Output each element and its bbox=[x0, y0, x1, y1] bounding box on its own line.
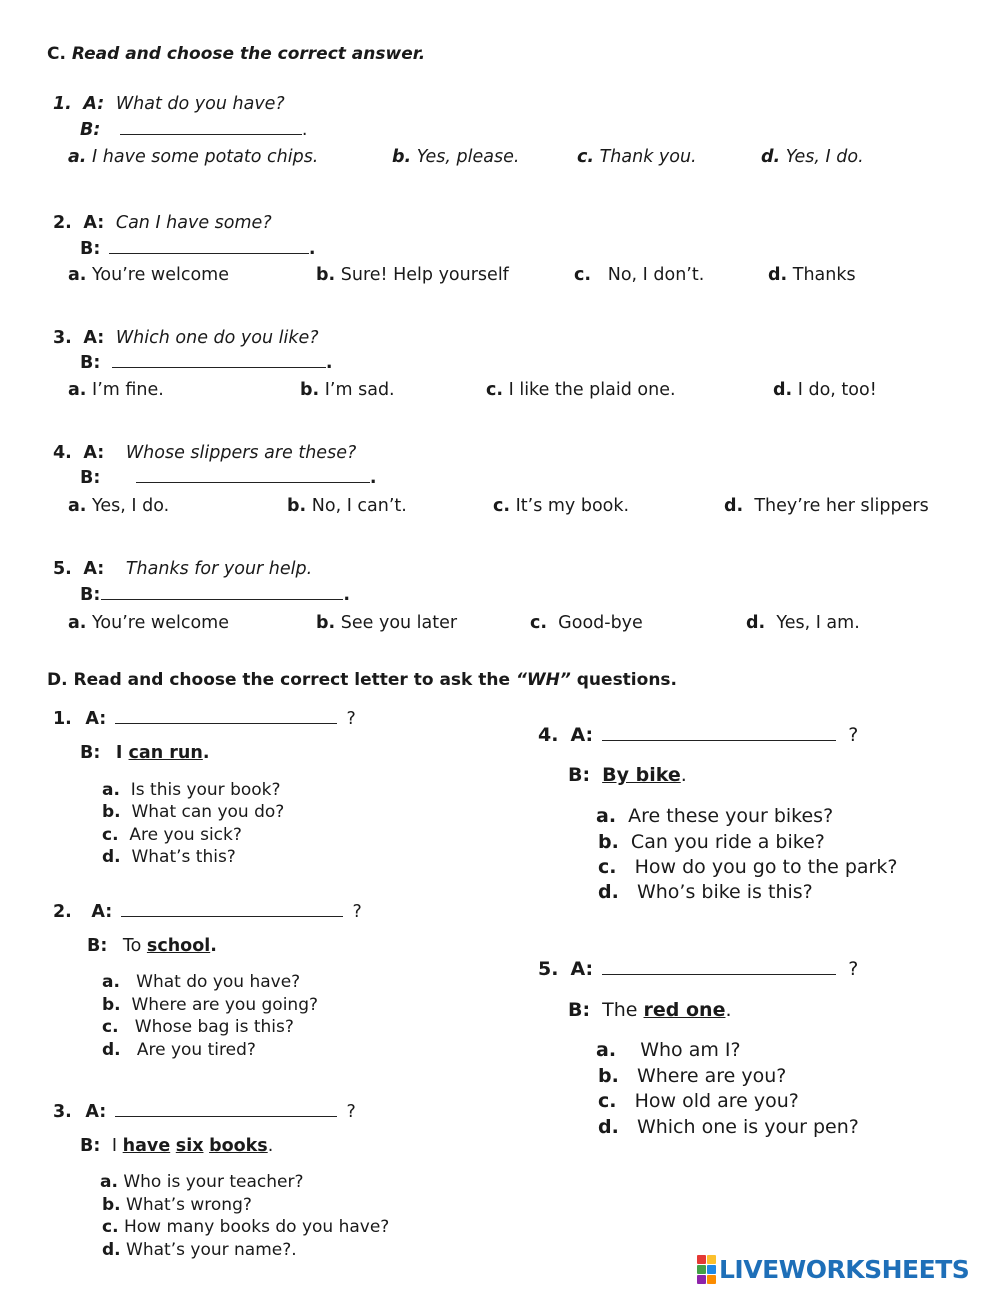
section-d-title bbox=[47, 670, 677, 690]
option-text: What do you have? bbox=[136, 972, 301, 992]
option-letter: b. bbox=[300, 380, 320, 400]
c3-option-a[interactable] bbox=[68, 380, 164, 400]
option-letter: d. bbox=[773, 380, 793, 400]
d-question-4 bbox=[538, 723, 858, 746]
option-letter: c. bbox=[530, 613, 548, 633]
option-letter: c. bbox=[598, 1090, 617, 1112]
d4-option-a[interactable] bbox=[596, 805, 833, 827]
liveworksheets-logo[interactable] bbox=[697, 1254, 969, 1284]
c2-option-c[interactable] bbox=[574, 265, 704, 285]
logo-cube bbox=[707, 1275, 716, 1284]
c1-option-a[interactable] bbox=[68, 147, 318, 167]
speaker-b-label: B: bbox=[80, 468, 101, 488]
period: . bbox=[369, 468, 377, 488]
option-letter: b. bbox=[598, 1065, 619, 1087]
option-letter: c. bbox=[493, 496, 511, 516]
option-text: Thank you. bbox=[599, 147, 697, 167]
c5-option-a[interactable] bbox=[68, 613, 229, 633]
c-answer-line-2 bbox=[80, 236, 316, 259]
option-text: Yes, please. bbox=[416, 147, 520, 167]
answer-blank[interactable] bbox=[120, 117, 302, 135]
d4-option-b[interactable] bbox=[598, 831, 825, 853]
logo-cube bbox=[697, 1275, 706, 1284]
speaker-b-label: B: bbox=[80, 353, 101, 373]
d2-response bbox=[87, 936, 217, 956]
response-keyword: books bbox=[209, 1136, 268, 1156]
d3-option-d[interactable] bbox=[102, 1240, 297, 1260]
option-text: What’s your name?. bbox=[126, 1240, 297, 1260]
speaker-b-label: B: bbox=[87, 936, 108, 956]
d3-response bbox=[80, 1136, 273, 1156]
answer-blank[interactable] bbox=[109, 236, 309, 254]
response-text: . bbox=[202, 743, 210, 763]
option-letter: d. bbox=[598, 881, 619, 903]
question-number: 2. bbox=[53, 902, 72, 922]
c4-option-b[interactable] bbox=[287, 496, 407, 516]
d5-response bbox=[568, 999, 732, 1021]
option-letter: d. bbox=[102, 1040, 121, 1060]
c5-option-b[interactable] bbox=[316, 613, 457, 633]
option-text: I have some potato chips. bbox=[92, 147, 319, 167]
option-letter: c. bbox=[598, 856, 617, 878]
c-question-2 bbox=[53, 213, 272, 233]
response-keyword: red one bbox=[643, 999, 726, 1021]
speaker-b-label: B: bbox=[80, 239, 101, 259]
answer-blank[interactable] bbox=[136, 465, 370, 483]
c1-option-c[interactable] bbox=[577, 147, 697, 167]
question-number: 4. bbox=[53, 443, 72, 463]
d4-option-d[interactable] bbox=[598, 881, 813, 903]
option-letter: a. bbox=[102, 780, 120, 800]
c4-option-c[interactable] bbox=[493, 496, 629, 516]
d4-option-c[interactable] bbox=[598, 856, 897, 878]
question-blank[interactable] bbox=[115, 1099, 337, 1117]
period: . bbox=[343, 585, 350, 605]
c5-option-d[interactable] bbox=[746, 613, 860, 633]
option-text: Whose bag is this? bbox=[134, 1017, 294, 1037]
d1-option-d[interactable] bbox=[102, 847, 236, 867]
c3-option-d[interactable] bbox=[773, 380, 877, 400]
option-text: How many books do you have? bbox=[123, 1217, 390, 1237]
logo-cubes-icon bbox=[697, 1255, 716, 1284]
option-text: They’re her slippers bbox=[754, 496, 929, 516]
question-mark: ? bbox=[346, 709, 356, 729]
answer-blank[interactable] bbox=[112, 350, 326, 368]
option-text: You’re welcome bbox=[92, 265, 229, 285]
speaker-a-label: A: bbox=[91, 902, 113, 922]
c2-option-b[interactable] bbox=[316, 265, 509, 285]
option-text: Are you sick? bbox=[129, 825, 242, 845]
speaker-a-label: A: bbox=[83, 559, 105, 579]
question-number: 5. bbox=[53, 559, 72, 579]
option-letter: d. bbox=[724, 496, 744, 516]
question-number: 4. bbox=[538, 724, 559, 746]
option-letter: a. bbox=[100, 1172, 118, 1192]
speaker-b-label: B: bbox=[80, 585, 101, 605]
option-text: Yes, I do. bbox=[785, 147, 864, 167]
d2-option-a[interactable] bbox=[102, 972, 300, 992]
speaker-a-text: What do you have? bbox=[115, 94, 285, 114]
speaker-b-label: B: bbox=[80, 120, 101, 140]
speaker-b-label: B: bbox=[568, 764, 591, 786]
option-text: What’s this? bbox=[131, 847, 236, 867]
option-letter: d. bbox=[598, 1116, 619, 1138]
c-answer-line-5 bbox=[80, 582, 350, 605]
period: . bbox=[308, 239, 316, 259]
question-number: 5. bbox=[538, 958, 559, 980]
response-text: . bbox=[725, 999, 732, 1021]
option-letter: a. bbox=[68, 147, 87, 167]
option-text: Are these your bikes? bbox=[628, 805, 834, 827]
option-text: Where are you going? bbox=[131, 995, 319, 1015]
d3-option-b[interactable] bbox=[102, 1195, 252, 1215]
section-d-instruction: D. Read and choose the correct letter to ask the bbox=[47, 670, 516, 690]
logo-cube bbox=[697, 1255, 706, 1264]
option-letter: d. bbox=[746, 613, 766, 633]
response-text: To bbox=[122, 936, 147, 956]
question-blank[interactable] bbox=[602, 723, 836, 741]
option-text: How do you go to the park? bbox=[634, 856, 898, 878]
question-blank[interactable] bbox=[602, 957, 836, 975]
d5-option-b[interactable] bbox=[598, 1065, 786, 1087]
d2-option-d[interactable] bbox=[102, 1040, 256, 1060]
option-letter: c. bbox=[577, 147, 595, 167]
logo-cube bbox=[707, 1255, 716, 1264]
option-text: No, I can’t. bbox=[311, 496, 407, 516]
option-text: I’m sad. bbox=[324, 380, 395, 400]
question-number: 1. bbox=[53, 94, 72, 114]
response-text: I bbox=[111, 1136, 123, 1156]
question-number: 1. bbox=[53, 709, 72, 729]
option-letter: c. bbox=[486, 380, 504, 400]
option-text: Who’s bike is this? bbox=[636, 881, 813, 903]
option-letter: b. bbox=[287, 496, 307, 516]
section-d-instruction-end: questions. bbox=[570, 670, 677, 690]
c1-option-d[interactable] bbox=[761, 147, 864, 167]
option-text: Thanks bbox=[792, 265, 856, 285]
section-c-title bbox=[47, 44, 425, 64]
question-mark: ? bbox=[346, 1102, 356, 1122]
option-letter: b. bbox=[392, 147, 412, 167]
d3-option-a[interactable] bbox=[100, 1172, 303, 1192]
speaker-a-text: Which one do you like? bbox=[115, 328, 319, 348]
option-text: Who is your teacher? bbox=[123, 1172, 304, 1192]
option-text: I like the plaid one. bbox=[508, 380, 676, 400]
c-question-1 bbox=[53, 94, 285, 114]
response-keyword: have bbox=[122, 1136, 171, 1156]
option-letter: a. bbox=[68, 380, 87, 400]
option-letter: c. bbox=[102, 1017, 119, 1037]
option-text: Good-bye bbox=[558, 613, 643, 633]
speaker-a-label: A: bbox=[570, 724, 594, 746]
option-text: No, I don’t. bbox=[607, 265, 705, 285]
d-question-2 bbox=[53, 899, 362, 922]
speaker-a-label: A: bbox=[83, 443, 105, 463]
option-text: Can you ride a bike? bbox=[630, 831, 825, 853]
logo-cube bbox=[707, 1265, 716, 1274]
question-number: 2. bbox=[53, 213, 72, 233]
question-mark: ? bbox=[352, 902, 362, 922]
c-answer-line-4 bbox=[80, 465, 377, 488]
d5-option-d[interactable] bbox=[598, 1116, 859, 1138]
option-letter: c. bbox=[102, 825, 119, 845]
option-letter: c. bbox=[102, 1217, 119, 1237]
speaker-a-label: A: bbox=[85, 709, 107, 729]
logo-cube bbox=[697, 1265, 706, 1274]
c4-option-a[interactable] bbox=[68, 496, 169, 516]
option-letter: b. bbox=[102, 802, 121, 822]
c1-option-b[interactable] bbox=[392, 147, 519, 167]
d2-option-b[interactable] bbox=[102, 995, 318, 1015]
response-keyword: six bbox=[175, 1136, 204, 1156]
option-text: I do, too! bbox=[797, 380, 877, 400]
d1-option-b[interactable] bbox=[102, 802, 284, 822]
speaker-a-text: Can I have some? bbox=[115, 213, 272, 233]
option-letter: d. bbox=[102, 847, 121, 867]
response-text: I bbox=[115, 743, 129, 763]
section-c-instruction: Read and choose the correct answer. bbox=[71, 44, 426, 64]
option-text: What’s wrong? bbox=[126, 1195, 252, 1215]
option-text: I’m fine. bbox=[92, 380, 164, 400]
question-blank[interactable] bbox=[121, 899, 343, 917]
d1-option-c[interactable] bbox=[102, 825, 242, 845]
option-letter: b. bbox=[598, 831, 619, 853]
response-keyword: can run bbox=[128, 743, 203, 763]
c-answer-line-1 bbox=[80, 117, 308, 140]
period: . bbox=[325, 353, 333, 373]
section-c-letter: C. bbox=[47, 44, 66, 64]
option-letter: a. bbox=[68, 496, 87, 516]
response-keyword: By bike bbox=[602, 764, 681, 786]
option-letter: b. bbox=[316, 265, 336, 285]
response-text: The bbox=[602, 999, 644, 1021]
d1-response bbox=[80, 743, 209, 763]
d1-option-a[interactable] bbox=[102, 780, 281, 800]
question-mark: ? bbox=[848, 958, 859, 980]
option-text: Sure! Help yourself bbox=[340, 265, 509, 285]
d2-option-c[interactable] bbox=[102, 1017, 294, 1037]
c4-option-d[interactable] bbox=[724, 496, 929, 516]
question-number: 3. bbox=[53, 328, 72, 348]
option-text: Is this your book? bbox=[130, 780, 281, 800]
option-letter: b. bbox=[316, 613, 336, 633]
option-letter: c. bbox=[574, 265, 592, 285]
c2-option-a[interactable] bbox=[68, 265, 229, 285]
speaker-a-label: A: bbox=[83, 94, 105, 114]
d4-response bbox=[568, 764, 687, 786]
response-text: . bbox=[267, 1136, 274, 1156]
d-question-3 bbox=[53, 1099, 356, 1122]
question-number: 3. bbox=[53, 1102, 72, 1122]
speaker-b-label: B: bbox=[80, 1136, 101, 1156]
speaker-a-label: A: bbox=[570, 958, 594, 980]
c-answer-line-3 bbox=[80, 350, 333, 373]
response-text: . bbox=[210, 936, 217, 956]
c2-option-d[interactable] bbox=[768, 265, 856, 285]
option-letter: d. bbox=[761, 147, 781, 167]
response-keyword: school bbox=[146, 936, 211, 956]
c3-option-b[interactable] bbox=[300, 380, 395, 400]
option-text: Who am I? bbox=[640, 1039, 741, 1061]
speaker-a-label: A: bbox=[85, 1102, 107, 1122]
option-text: It’s my book. bbox=[515, 496, 630, 516]
option-letter: b. bbox=[102, 1195, 121, 1215]
option-letter: a. bbox=[596, 1039, 617, 1061]
d-question-5 bbox=[538, 957, 858, 980]
d3-option-c[interactable] bbox=[102, 1217, 389, 1237]
option-letter: a. bbox=[68, 265, 87, 285]
option-text: Where are you? bbox=[636, 1065, 787, 1087]
speaker-b-label: B: bbox=[80, 743, 101, 763]
option-letter: a. bbox=[68, 613, 87, 633]
option-text: See you later bbox=[340, 613, 458, 633]
option-letter: d. bbox=[768, 265, 788, 285]
option-letter: a. bbox=[102, 972, 120, 992]
c-question-4 bbox=[53, 443, 356, 463]
option-letter: a. bbox=[596, 805, 617, 827]
logo-text: LIVEWORKSHEETS bbox=[719, 1254, 970, 1284]
speaker-a-text: Thanks for your help. bbox=[125, 559, 313, 579]
c5-option-c[interactable] bbox=[530, 613, 643, 633]
option-text: How old are you? bbox=[634, 1090, 799, 1112]
question-blank[interactable] bbox=[115, 706, 337, 724]
option-text: You’re welcome bbox=[92, 613, 229, 633]
question-mark: ? bbox=[848, 724, 859, 746]
speaker-a-label: A: bbox=[83, 328, 105, 348]
option-text: What can you do? bbox=[131, 802, 285, 822]
option-text: Which one is your pen? bbox=[636, 1116, 859, 1138]
option-letter: d. bbox=[102, 1240, 121, 1260]
d5-option-c[interactable] bbox=[598, 1090, 799, 1112]
period: . bbox=[301, 120, 308, 140]
section-d-wh: “WH” bbox=[515, 670, 571, 690]
d-question-1 bbox=[53, 706, 356, 729]
option-letter: b. bbox=[102, 995, 121, 1015]
response-text: . bbox=[680, 764, 687, 786]
speaker-a-text: Whose slippers are these? bbox=[125, 443, 357, 463]
answer-blank[interactable] bbox=[101, 582, 343, 600]
d5-option-a[interactable] bbox=[596, 1039, 741, 1061]
option-text: Yes, I am. bbox=[776, 613, 860, 633]
c-question-5 bbox=[53, 559, 312, 579]
speaker-b-label: B: bbox=[568, 999, 591, 1021]
c3-option-c[interactable] bbox=[486, 380, 676, 400]
option-text: Are you tired? bbox=[136, 1040, 256, 1060]
c-question-3 bbox=[53, 328, 319, 348]
speaker-a-label: A: bbox=[83, 213, 105, 233]
option-text: Yes, I do. bbox=[92, 496, 170, 516]
